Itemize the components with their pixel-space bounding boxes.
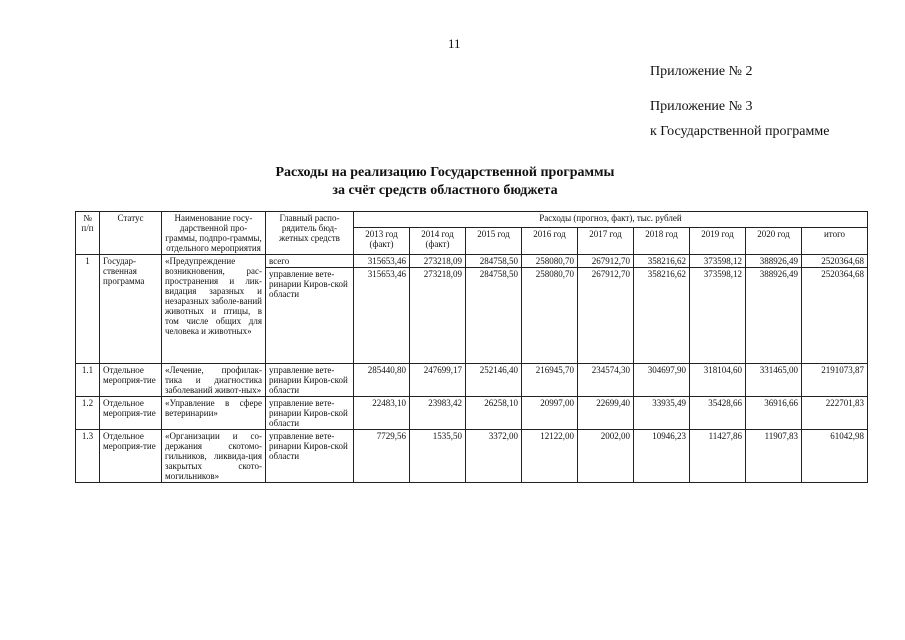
row-num: 1 (76, 255, 100, 364)
row-admin: управление вете-ринарии Киров-ской области (266, 397, 354, 430)
cell-value: 358216,62 (634, 268, 690, 364)
title-line-1: Расходы на реализацию Государственной программы (275, 165, 615, 180)
row-status: Государ-ственная программа (100, 255, 162, 364)
cell-value: 267912,70 (578, 268, 634, 364)
cell-value: 35428,66 (690, 397, 746, 430)
cell-value: 10946,23 (634, 430, 690, 483)
cell-value: 373598,12 (690, 255, 746, 268)
cell-value: 315653,46 (354, 268, 410, 364)
cell-value: 36916,66 (746, 397, 802, 430)
header-expenses: Расходы (прогноз, факт), тыс. рублей (354, 212, 868, 228)
cell-value: 234574,30 (578, 364, 634, 397)
header-year: 2014 год (факт) (410, 227, 466, 254)
cell-value: 273218,09 (410, 255, 466, 268)
header-year: 2019 год (690, 227, 746, 254)
cell-value: 304697,90 (634, 364, 690, 397)
cell-value: 22483,10 (354, 397, 410, 430)
appendix-2-label: Приложение № 2 (650, 64, 753, 79)
table-row (76, 430, 868, 483)
cell-value: 331465,00 (746, 364, 802, 397)
row-admin: управление вете-ринарии Киров-ской области (266, 268, 354, 364)
cell-value: 258080,70 (522, 255, 578, 268)
row-status: Отдельное мероприя-тие (100, 397, 162, 430)
cell-value: 358216,62 (634, 255, 690, 268)
cell-value: 388926,49 (746, 268, 802, 364)
cell-value: 33935,49 (634, 397, 690, 430)
cell-value: 12122,00 (522, 430, 578, 483)
cell-value: 247699,17 (410, 364, 466, 397)
cell-total: 2191073,87 (802, 364, 868, 397)
cell-value: 11427,86 (690, 430, 746, 483)
row-status: Отдельное мероприя-тие (100, 430, 162, 483)
cell-value: 252146,40 (466, 364, 522, 397)
row-num: 1.1 (76, 364, 100, 397)
title-line-2: за счёт средств областного бюджета (332, 183, 558, 198)
row-status: Отдельное мероприя-тие (100, 364, 162, 397)
cell-value: 22699,40 (578, 397, 634, 430)
cell-value: 26258,10 (466, 397, 522, 430)
page-number: 11 (448, 36, 461, 51)
row-num: 1.2 (76, 397, 100, 430)
cell-total: 2520364,68 (802, 268, 868, 364)
cell-value: 216945,70 (522, 364, 578, 397)
cell-value: 318104,60 (690, 364, 746, 397)
expenses-table (75, 211, 868, 483)
table-row (76, 397, 868, 430)
header-year: 2016 год (522, 227, 578, 254)
document-title (230, 164, 660, 200)
header-year: 2015 год (466, 227, 522, 254)
header-year: 2017 год (578, 227, 634, 254)
header-total: итого (802, 227, 868, 254)
appendix-3-label: Приложение № 3 (650, 99, 753, 114)
header-year: 2020 год (746, 227, 802, 254)
row-name: «Организации и со-держания скотомо-гильников, ликвида-ция закрытых ското-могильников» (162, 430, 266, 483)
cell-value: 285440,80 (354, 364, 410, 397)
cell-total: 222701,83 (802, 397, 868, 430)
row-admin: всего (266, 255, 354, 268)
cell-value: 1535,50 (410, 430, 466, 483)
row-num: 1.3 (76, 430, 100, 483)
cell-value: 267912,70 (578, 255, 634, 268)
cell-value: 258080,70 (522, 268, 578, 364)
cell-total: 61042,98 (802, 430, 868, 483)
header-admin: Главный распо-рядитель бюд-жетных средств (266, 212, 354, 255)
cell-value: 284758,50 (466, 255, 522, 268)
table-row (76, 255, 868, 268)
cell-value: 20997,00 (522, 397, 578, 430)
cell-value: 23983,42 (410, 397, 466, 430)
row-name: «Лечение, профилак-тика и диагностика заболеваний живот-ных» (162, 364, 266, 397)
header-year: 2018 год (634, 227, 690, 254)
header-status: Статус (100, 212, 162, 255)
cell-value: 284758,50 (466, 268, 522, 364)
cell-value: 7729,56 (354, 430, 410, 483)
cell-value: 373598,12 (690, 268, 746, 364)
header-year: 2013 год (факт) (354, 227, 410, 254)
cell-value: 273218,09 (410, 268, 466, 364)
cell-value: 388926,49 (746, 255, 802, 268)
header-num: № п/п (76, 212, 100, 255)
cell-value: 3372,00 (466, 430, 522, 483)
cell-value: 2002,00 (578, 430, 634, 483)
row-name: «Управление в сфере ветеринарии» (162, 397, 266, 430)
row-name: «Предупреждение возникновения, рас-пространения и лик-видация заразных и незаразных заболе-ваний животных и птицы, в том числе общих для человека и животных» (162, 255, 266, 364)
appendix-3-reference: к Государственной программе (650, 124, 830, 139)
row-admin: управление вете-ринарии Киров-ской области (266, 364, 354, 397)
cell-value: 11907,83 (746, 430, 802, 483)
cell-total: 2520364,68 (802, 255, 868, 268)
header-name: Наименование госу-дарственной про-граммы, подпро-граммы, отдельного мероприятия (162, 212, 266, 255)
row-admin: управление вете-ринарии Киров-ской области (266, 430, 354, 483)
cell-value: 315653,46 (354, 255, 410, 268)
table-row (76, 364, 868, 397)
